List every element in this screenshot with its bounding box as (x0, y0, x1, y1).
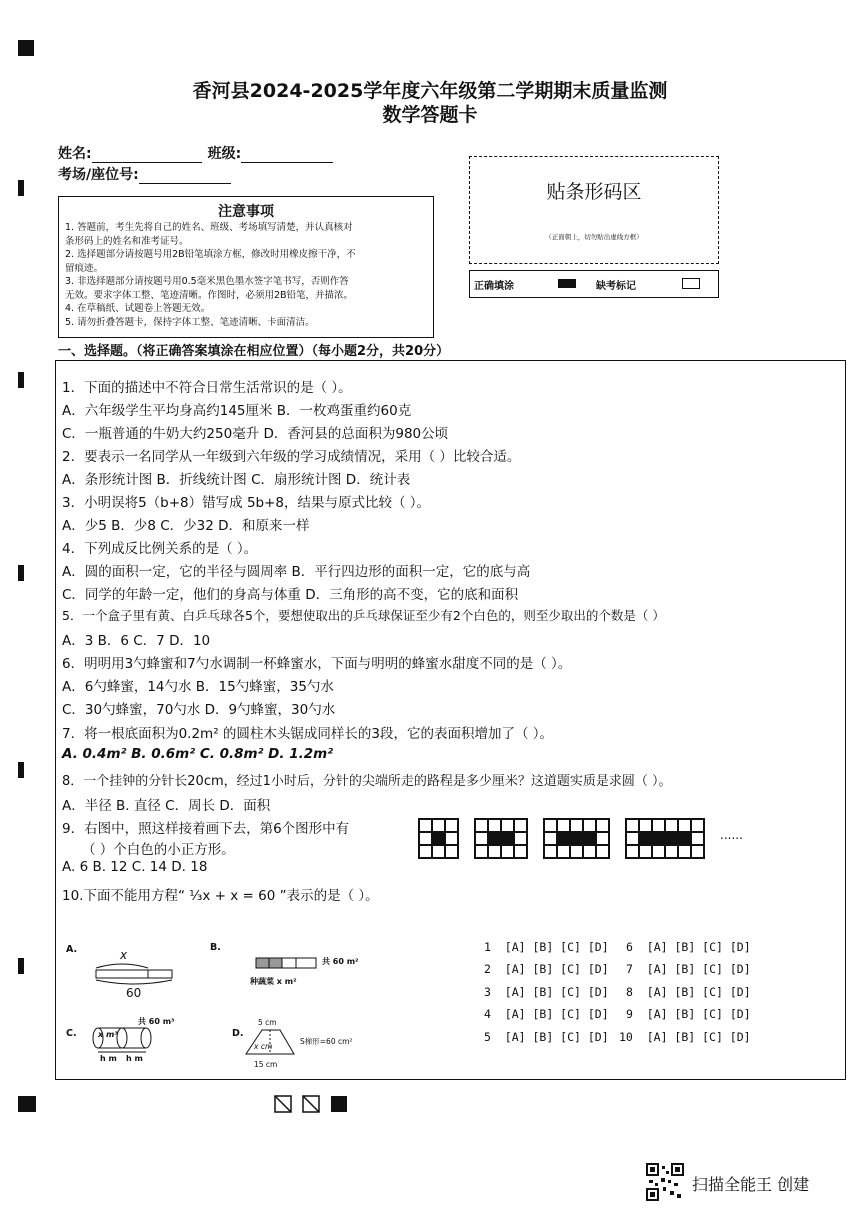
figure-d-area: S梯形=60 cm² (300, 1037, 353, 1046)
question-options: A. 6 B. 12 C. 14 D. 18 (62, 859, 208, 875)
question-text: 2．要表示一名同学从一年级到六年级的学习成绩情况，采用（ ）比较合适。 (62, 449, 521, 465)
question-options: A．条形统计图 B．折线统计图 C．扇形统计图 D．统计表 (62, 472, 411, 488)
answer-row-7[interactable]: 7 [A] [B] [C] [D] (626, 962, 751, 976)
filled-sample-icon (558, 279, 576, 288)
seat-label: 考场/座位号: (58, 167, 139, 183)
notice-line: 4. 在草稿纸、试题卷上答题无效。 (65, 303, 211, 314)
question-text: 4．下列成反比例关系的是（ ）。 (62, 541, 258, 557)
question-options: A．六年级学生平均身高约145厘米 B．一枚鸡蛋重约60克 (62, 403, 412, 419)
question-text: 7．将一根底面积为0.2m² 的圆柱木头锯成同样长的3段，它的表面积增加了（ ）。 (62, 726, 554, 742)
seat-field[interactable] (139, 169, 231, 184)
page-id-marks (274, 1094, 354, 1114)
timing-mark (18, 958, 24, 974)
question-options: A．少5 B．少8 C．少32 D．和原来一样 (62, 518, 310, 534)
timing-mark (18, 180, 24, 196)
correct-fill-label: 正确填涂 (474, 281, 514, 292)
answer-row-9[interactable]: 9 [A] [B] [C] [D] (626, 1007, 751, 1021)
notice-line: 无效。要求字体工整、笔迹清晰。作图时，必须用2B铅笔，并描浓。 (65, 289, 354, 301)
timing-mark (18, 565, 24, 581)
exam-title: 香河县2024-2025学年度六年级第二学期期末质量监测 (192, 80, 668, 102)
figure-b-label: B. (210, 942, 221, 953)
figure-b (210, 942, 370, 1002)
answer-row-2[interactable]: 2 [A] [B] [C] [D] (484, 962, 609, 976)
figure-a-total: 60 (126, 986, 142, 1000)
figure-d (232, 1018, 362, 1072)
figure-b-total: 共 60 m² (322, 957, 359, 966)
figure-d-bottom: 15 cm (254, 1060, 278, 1069)
answer-row-3[interactable]: 3 [A] [B] [C] [D] (484, 985, 609, 999)
answer-row-6[interactable]: 6 [A] [B] [C] [D] (626, 940, 751, 954)
answer-row-8[interactable]: 8 [A] [B] [C] [D] (626, 985, 751, 999)
barcode-note: （正面朝上，切勿贴出虚线方框） (545, 233, 643, 241)
corner-mark (18, 1096, 36, 1112)
figure-b-caption: 种蔬菜 x m² (250, 977, 297, 986)
name-label: 姓名: (58, 146, 92, 162)
question-options: A．半径 B. 直径 C．周长 D．面积 (62, 798, 271, 814)
notice-line: 3. 非选择题部分请按题号用0.5毫米黑色墨水签字笔书写，否则作答 (65, 276, 349, 287)
question-text: （ ）个白色的小正方形。 (82, 842, 235, 858)
absent-mark-label: 缺考标记 (596, 281, 636, 292)
notice-title: 注意事项 (218, 204, 274, 220)
pattern-figure-3 (543, 818, 610, 859)
figure-c-inside: x m³ (98, 1030, 118, 1039)
question-options: A．圆的面积一定，它的半径与圆周率 B．平行四边形的面积一定，它的底与高 (62, 564, 531, 580)
question-options: C．30勺蜂蜜，70勺水 D．9勺蜂蜜，30勺水 (62, 702, 336, 718)
question-text: 9．右图中，照这样接着画下去，第6个图形中有 (62, 821, 350, 837)
pattern-ellipsis: ...... (720, 828, 743, 842)
timing-mark (18, 762, 24, 778)
notice-line: 1. 答题前，考生先将自己的姓名、班级、考场填写清楚，并认真核对 (65, 222, 353, 233)
figure-c-total: 共 60 m³ (138, 1017, 175, 1026)
figure-c-h2: h m (126, 1054, 143, 1063)
scanner-watermark: 扫描全能王 创建 (692, 1175, 810, 1194)
question-options: C．同学的年龄一定，他们的身高与体重 D．三角形的高不变，它的底和面积 (62, 587, 519, 603)
question-options: A．6勺蜂蜜，14勺水 B．15勺蜂蜜，35勺水 (62, 679, 334, 695)
seat-row (58, 164, 231, 184)
name-field[interactable] (92, 148, 202, 163)
figure-d-label: D. (232, 1028, 244, 1039)
name-row (58, 143, 333, 163)
question-text: 10.下面不能用方程“ ⅓x + x = 60 ”表示的是（ ）。 (62, 888, 379, 904)
notice-line: 留痕迹。 (65, 262, 104, 274)
figure-a-label: A. (66, 944, 78, 955)
figure-d-top: 5 cm (258, 1018, 277, 1027)
question-text: 8．一个挂钟的分针长20cm，经过1小时后，分针的尖端所走的路程是多少厘米？这道题实质是求圆（ ）。 (62, 774, 672, 789)
notice-box (58, 196, 434, 338)
question-text: 3．小明误将5（b+8）错写成 5b+8，结果与原式比较（ ）。 (62, 495, 431, 511)
class-field[interactable] (241, 148, 333, 163)
notice-line: 2. 选择题部分请按题号用2B铅笔填涂方框，修改时用橡皮擦干净，不 (65, 249, 356, 260)
figure-b-rect (254, 956, 320, 972)
question-options: A. 0.4m² B. 0.6m² C. 0.8m² D. 1.2m² (62, 746, 334, 762)
question-options: C．一瓶普通的牛奶大约250毫升 D．香河县的总面积为980公顷 (62, 426, 449, 442)
figure-c-cylinder (92, 1024, 154, 1054)
barcode-title: 贴条形码区 (546, 181, 642, 203)
pattern-figure-1 (418, 818, 459, 859)
figure-a (66, 944, 186, 1004)
pattern-figure-4 (625, 818, 705, 859)
figure-c-h1: h m (100, 1054, 117, 1063)
corner-mark (18, 40, 34, 56)
answer-row-1[interactable]: 1 [A] [B] [C] [D] (484, 940, 609, 954)
question-options: A．3 B．6 C．7 D．10 (62, 633, 211, 649)
figure-a-bars (92, 958, 180, 988)
timing-mark (18, 372, 24, 388)
card-title: 数学答题卡 (382, 104, 478, 126)
question-text: 6．明明用3勺蜂蜜和7勺水调制一杯蜂蜜水，下面与明明的蜂蜜水甜度不同的是（ ）。 (62, 656, 572, 672)
figure-c-label: C. (66, 1028, 77, 1039)
answer-row-10[interactable]: 10 [A] [B] [C] [D] (619, 1030, 751, 1044)
figure-a-x: x (120, 948, 128, 962)
answer-row-4[interactable]: 4 [A] [B] [C] [D] (484, 1007, 609, 1021)
fill-legend (469, 270, 719, 298)
barcode-area[interactable] (469, 156, 719, 264)
notice-line: 5. 请勿折叠答题卡，保持字体工整、笔迹清晰、卡面清洁。 (65, 316, 315, 328)
class-label: 班级: (207, 146, 242, 162)
figure-c (66, 1016, 186, 1070)
pattern-figure-2 (474, 818, 528, 859)
notice-line: 条形码上的姓名和准考证号。 (65, 235, 189, 247)
figure-d-mid: x cm (254, 1042, 273, 1051)
section-heading: 一、选择题。（将正确答案填涂在相应位置）（每小题2分，共20分） (58, 344, 450, 359)
qr-code-icon (646, 1163, 684, 1201)
answer-row-5[interactable]: 5 [A] [B] [C] [D] (484, 1030, 609, 1044)
question-text: 1．下面的描述中不符合日常生活常识的是（ ）。 (62, 380, 352, 396)
question-text: 5．一个盒子里有黄、白乒乓球各5个，要想使取出的乒乓球保证至少有2个白色的，则至少取出的个数是（ ） (62, 608, 665, 623)
absent-mark-checkbox[interactable] (682, 278, 700, 289)
